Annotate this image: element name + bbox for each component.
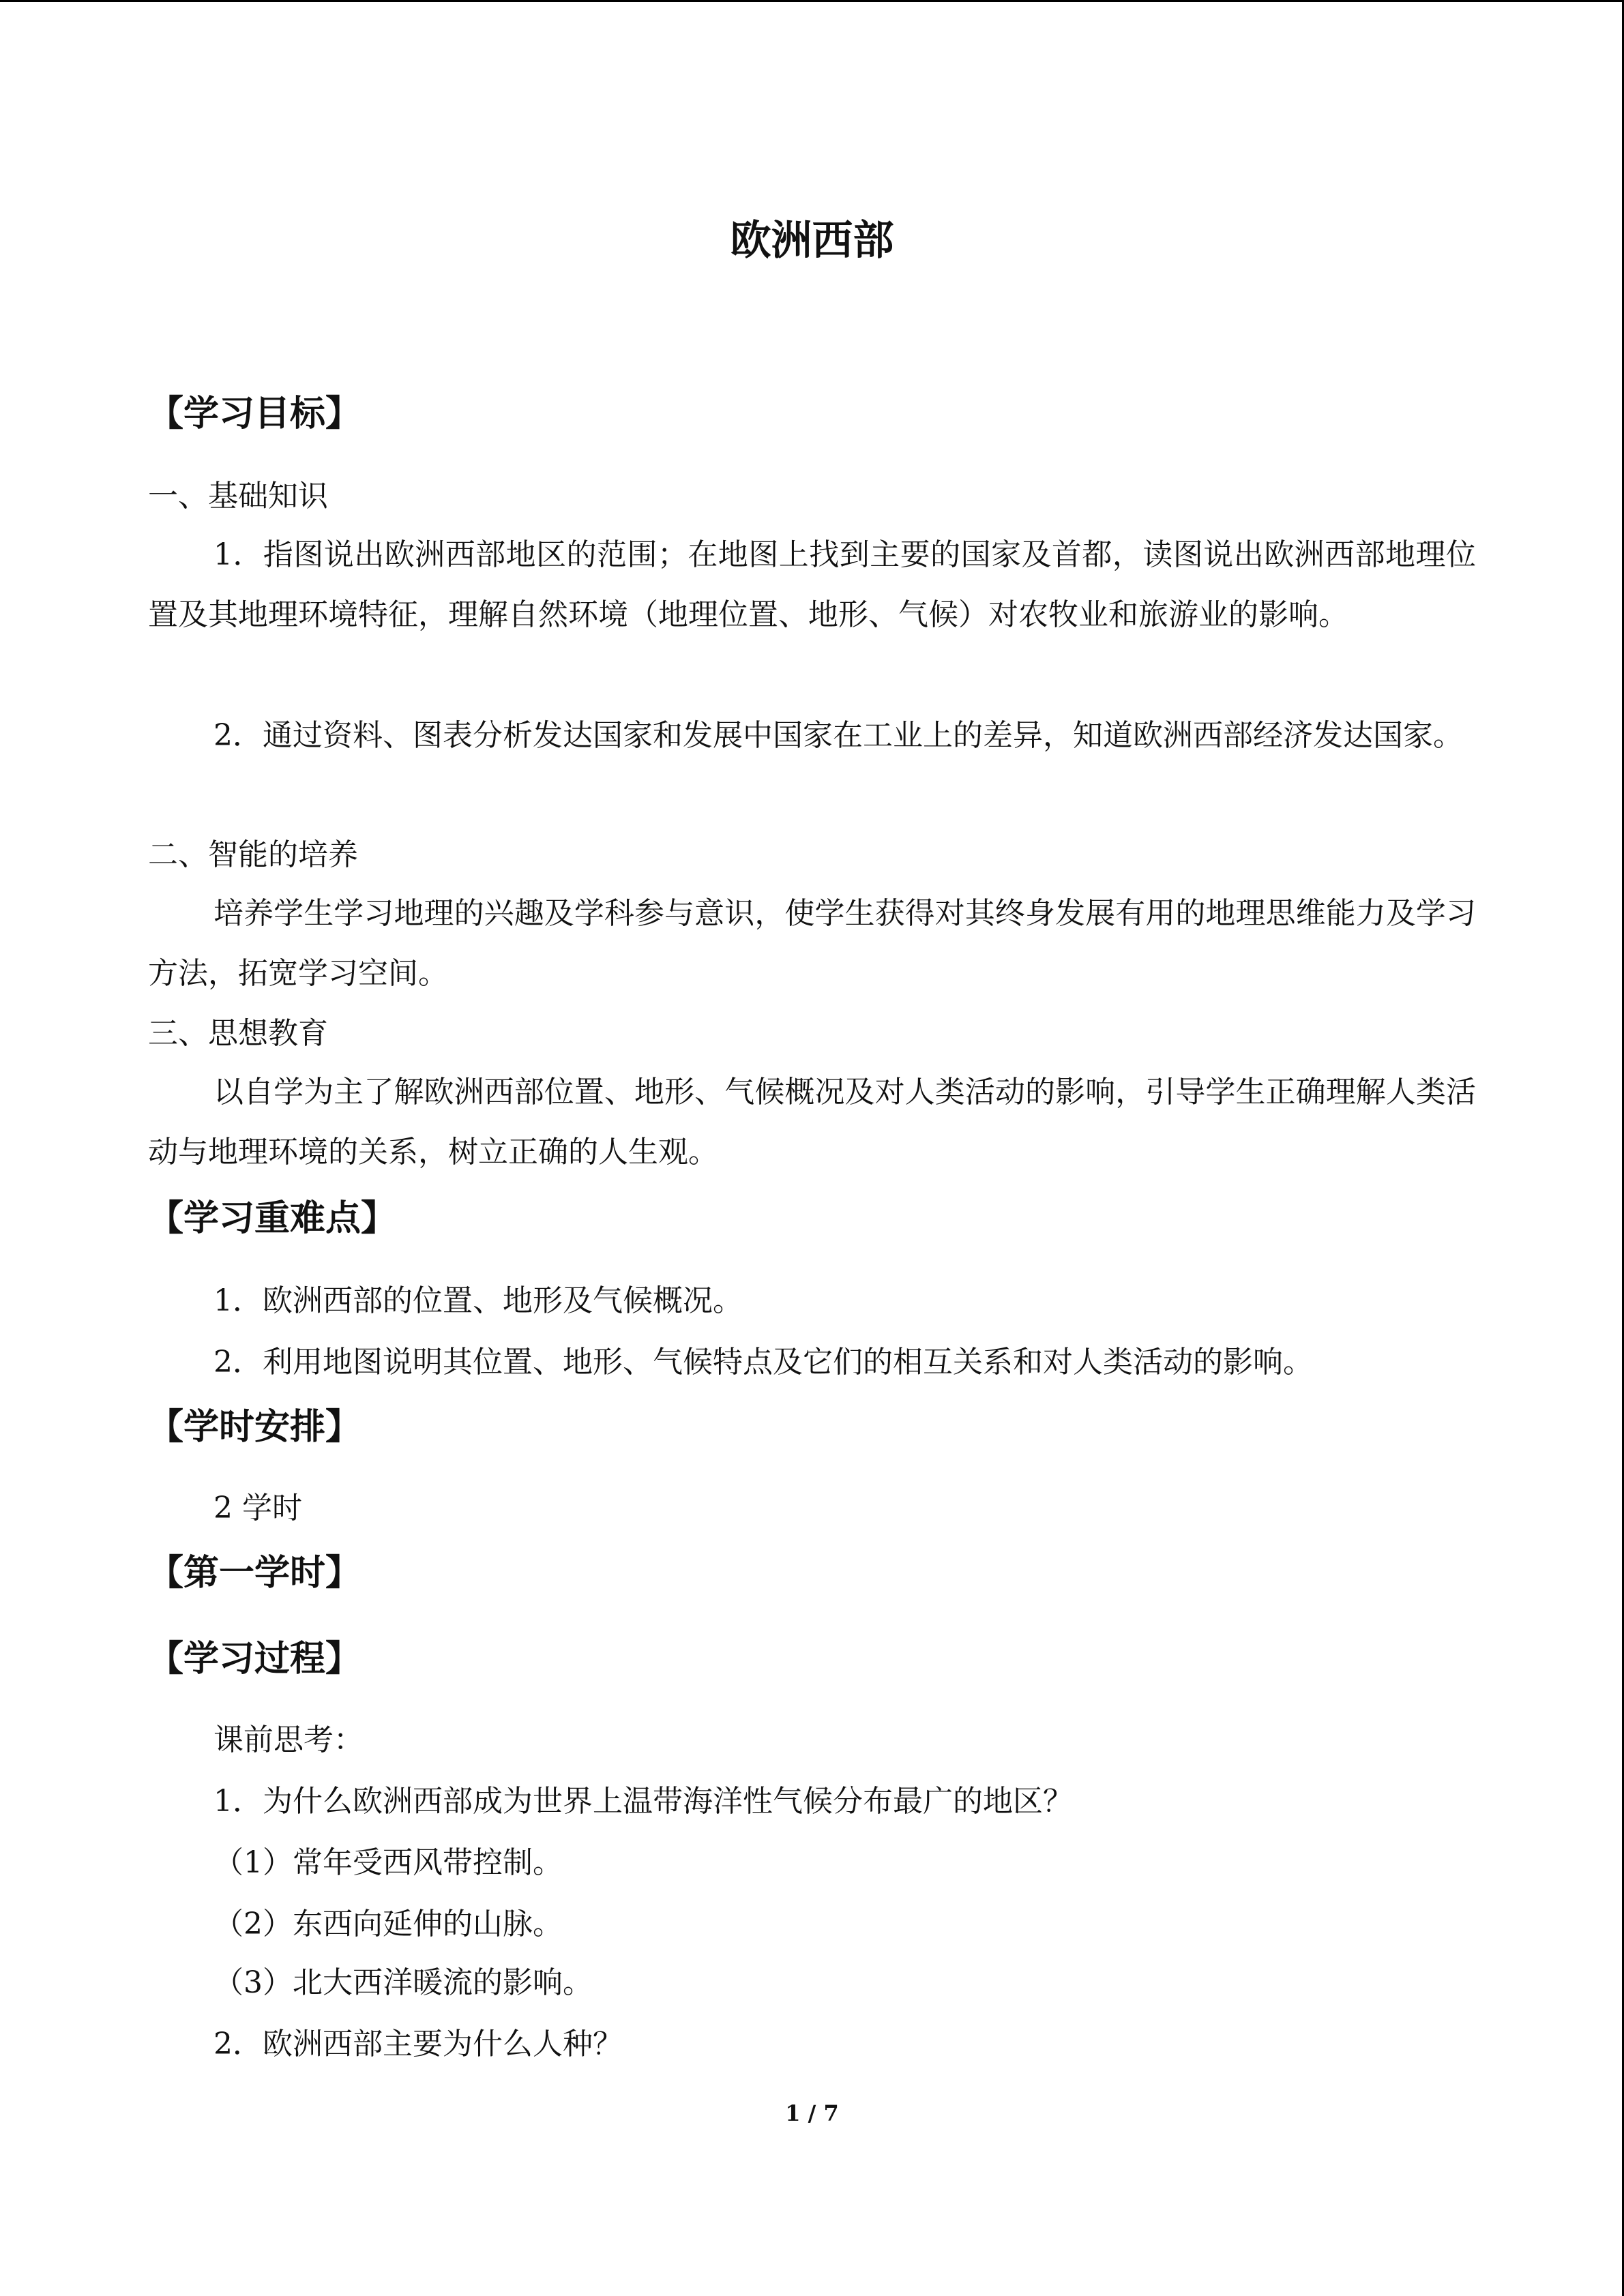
process-line: （3）北大西洋暖流的影响。 [213,1965,593,2000]
schedule-text: 2 学时 [213,1491,302,1525]
key-point-item: 2．利用地图说明其位置、地形、气候特点及它们的相互关系和对人类活动的影响。 [213,1345,1313,1380]
objective-item-1: 1．指图说出欧洲西部地区的范围；在地图上找到主要的国家及首都，读图说出欧洲西部地理位置及其地理环境特征，理解自然环境（地理位置、地形、气候）对农牧业和旅游业的影响。 [148,537,1476,632]
process-line: 课前思考： [213,1723,364,1757]
process-line: 2．欧洲西部主要为什么人种？ [213,2027,623,2061]
process-line: （2）东西向延伸的山脉。 [213,1907,563,1941]
section-heading-process: 【学习过程】 [148,1638,361,1680]
document-title: 欧洲西部 [730,217,894,265]
subheading-ability: 二、智能的培养 [148,837,358,872]
ability-paragraph: 培养学生学习地理的兴趣及学科参与意识，使学生获得对其终身发展有用的地理思维能力及学习方法，拓宽学习空间。 [148,896,1476,991]
ideology-paragraph: 以自学为主了解欧洲西部位置、地形、气候概况及对人类活动的影响，引导学生正确理解人类活动与地理环境的关系，树立正确的人生观。 [148,1075,1476,1169]
subheading-basic-knowledge: 一、基础知识 [148,479,328,513]
section-heading-first-period: 【第一学时】 [148,1552,361,1594]
process-line: （1）常年受西风带控制。 [213,1845,563,1880]
process-line: 1．为什么欧洲西部成为世界上温带海洋性气候分布最广的地区？ [213,1784,1073,1819]
page-number: 1 / 7 [785,2100,839,2126]
key-point-item: 1．欧洲西部的位置、地形及气候概况。 [213,1283,743,1318]
section-heading-key-points: 【学习重难点】 [148,1197,397,1239]
section-heading-schedule: 【学时安排】 [148,1406,361,1448]
subheading-ideology: 三、思想教育 [148,1016,328,1051]
objective-item-2: 2．通过资料、图表分析发达国家和发展中国家在工业上的差异，知道欧洲西部经济发达国家。 [213,718,1463,753]
section-heading-objectives: 【学习目标】 [148,393,361,434]
